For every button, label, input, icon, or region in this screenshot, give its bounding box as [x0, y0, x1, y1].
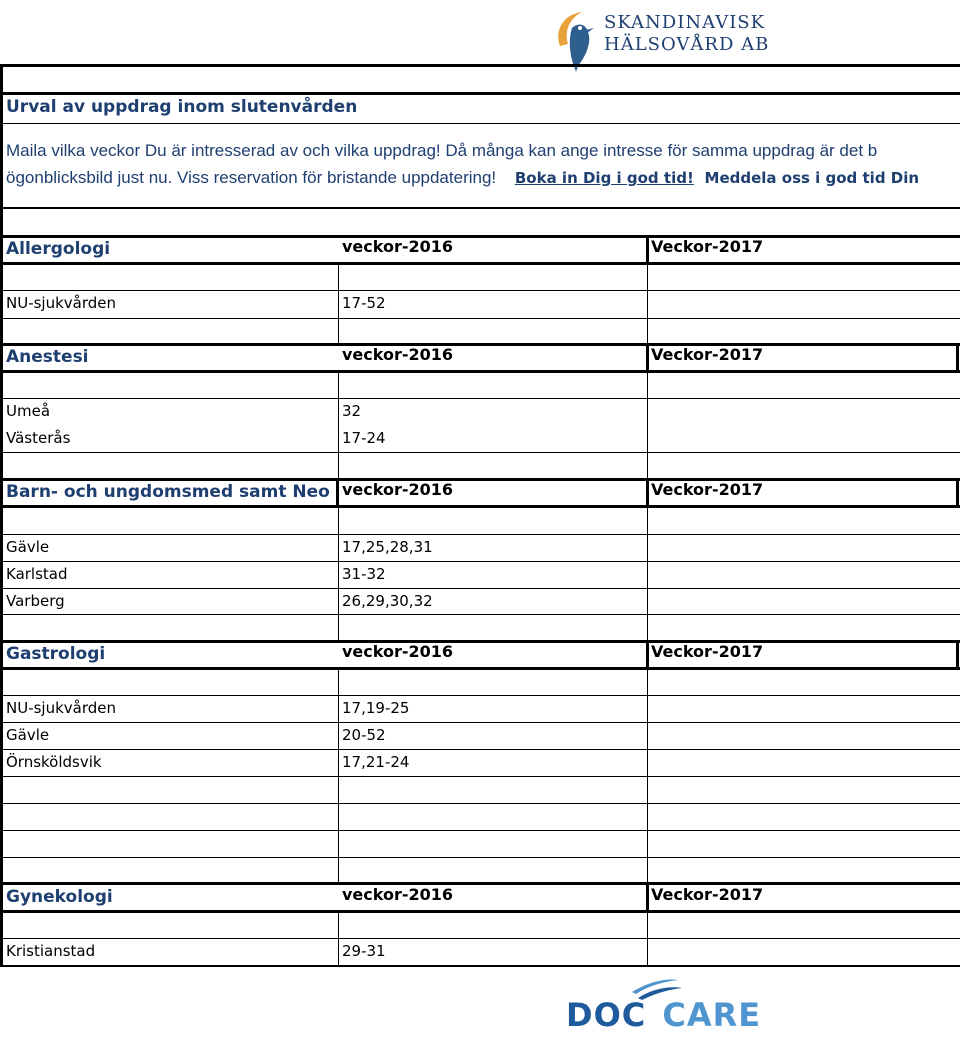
table-row-location: Gävle	[6, 538, 50, 556]
grid-line	[0, 830, 960, 831]
grid-line	[0, 290, 960, 291]
grid-line	[646, 478, 649, 508]
grid-line	[0, 505, 960, 508]
grid-line	[956, 478, 959, 508]
page-title: Urval av uppdrag inom slutenvården	[6, 97, 358, 117]
doccare-logo	[566, 974, 762, 1034]
grid-line	[646, 640, 649, 670]
section-title: Barn- och ungdomsmed samt Neo	[6, 482, 330, 502]
doccare-wordmark	[566, 996, 761, 1034]
table-row-weeks-2016: 17,19-25	[342, 699, 410, 717]
grid-line	[0, 561, 960, 562]
grid-line	[0, 722, 960, 723]
bird-logo-icon	[552, 8, 612, 72]
column-header-2017: Veckor-2017	[651, 237, 764, 256]
column-header-2017: Veckor-2017	[651, 885, 764, 904]
doccare-doc-text: DOC	[566, 996, 647, 1034]
grid-line	[338, 373, 339, 479]
table-row-weeks-2016: 29-31	[342, 942, 386, 960]
intro-text-bold-link: Boka in Dig i god tid!	[514, 169, 694, 187]
column-header-2017: Veckor-2017	[651, 480, 764, 499]
column-header-2016: veckor-2016	[342, 237, 454, 256]
table-row-location: Kristianstad	[6, 942, 96, 960]
grid-line	[0, 123, 960, 124]
grid-line	[647, 913, 648, 966]
column-header-2016: veckor-2016	[342, 345, 454, 364]
table-row-location: Karlstad	[6, 565, 68, 584]
grid-line	[0, 262, 960, 265]
grid-line	[647, 265, 648, 345]
table-row-weeks-2016: 31-32	[342, 565, 386, 584]
table-row-weeks-2016: 17,21-24	[342, 753, 410, 772]
table-row-weeks-2016: 17-52	[342, 294, 386, 312]
grid-line	[0, 803, 960, 804]
grid-line	[0, 534, 960, 535]
brand-name	[604, 12, 769, 56]
section-title: Gastrologi	[6, 644, 106, 664]
column-header-2017: Veckor-2017	[651, 642, 764, 661]
grid-line	[0, 640, 960, 643]
grid-line	[0, 910, 960, 913]
intro-text-plain: ögonblicksbild just nu. Viss reservation för bristande uppdatering!	[6, 168, 497, 187]
grid-line	[338, 670, 339, 882]
grid-line	[0, 64, 960, 67]
intro-text-line-2	[6, 168, 919, 188]
table-row-location: Varberg	[6, 592, 65, 611]
table-row-location: NU-sjukvården	[6, 699, 117, 717]
grid-line	[0, 343, 960, 346]
grid-line	[0, 452, 960, 453]
table-row-location: Gävle	[6, 726, 50, 745]
table-row-weeks-2016: 17-24	[342, 429, 386, 448]
grid-line	[0, 614, 960, 615]
grid-line	[0, 938, 960, 939]
grid-line	[0, 749, 960, 750]
grid-line	[336, 478, 339, 508]
grid-line	[956, 640, 959, 670]
grid-line	[646, 882, 649, 913]
table-row-location: Västerås	[6, 429, 71, 448]
grid-line	[956, 343, 959, 373]
table-row-weeks-2016: 26,29,30,32	[342, 592, 433, 611]
grid-line	[338, 913, 339, 966]
table-row-weeks-2016: 32	[342, 402, 362, 420]
column-header-2016: veckor-2016	[342, 480, 454, 499]
grid-line	[3, 92, 960, 95]
grid-line	[0, 588, 960, 589]
grid-line	[0, 882, 960, 885]
grid-line	[0, 318, 960, 319]
grid-line	[0, 695, 960, 696]
grid-line	[0, 398, 960, 399]
grid-line	[0, 478, 960, 481]
grid-line	[646, 343, 649, 373]
table-row-weeks-2016: 20-52	[342, 726, 386, 745]
column-header-2017: Veckor-2017	[651, 345, 764, 364]
grid-line	[647, 508, 648, 642]
grid-line	[0, 207, 960, 209]
intro-text-bold: Meddela oss i god tid Din	[704, 169, 920, 187]
section-title: Anestesi	[6, 347, 89, 367]
table-row-location: Umeå	[6, 402, 51, 420]
grid-line	[338, 508, 339, 642]
brand-line-2: HÄLSOVÅRD AB	[604, 34, 770, 55]
doccare-care-text: CARE	[662, 996, 762, 1034]
brand-line-1: SKANDINAVISK	[604, 12, 766, 33]
column-header-2016: veckor-2016	[342, 885, 454, 904]
grid-line	[646, 235, 649, 265]
grid-line	[0, 667, 960, 670]
section-title: Gynekologi	[6, 887, 113, 907]
grid-line	[647, 670, 648, 882]
table-row-location: Örnsköldsvik	[6, 753, 102, 772]
grid-line	[0, 370, 960, 373]
section-title: Allergologi	[6, 239, 111, 259]
grid-line	[338, 265, 339, 345]
grid-line	[0, 776, 960, 777]
grid-line	[0, 857, 960, 858]
grid-line	[0, 235, 960, 238]
table-row-location: NU-sjukvården	[6, 294, 117, 312]
intro-text-line-1: Maila vilka veckor Du är intresserad av och vilka uppdrag! Då många kan ange intresse för samma uppdrag är det b	[6, 141, 878, 160]
grid-line	[647, 373, 648, 479]
grid-line	[0, 965, 960, 967]
column-header-2016: veckor-2016	[342, 642, 454, 661]
table-row-weeks-2016: 17,25,28,31	[342, 538, 433, 556]
